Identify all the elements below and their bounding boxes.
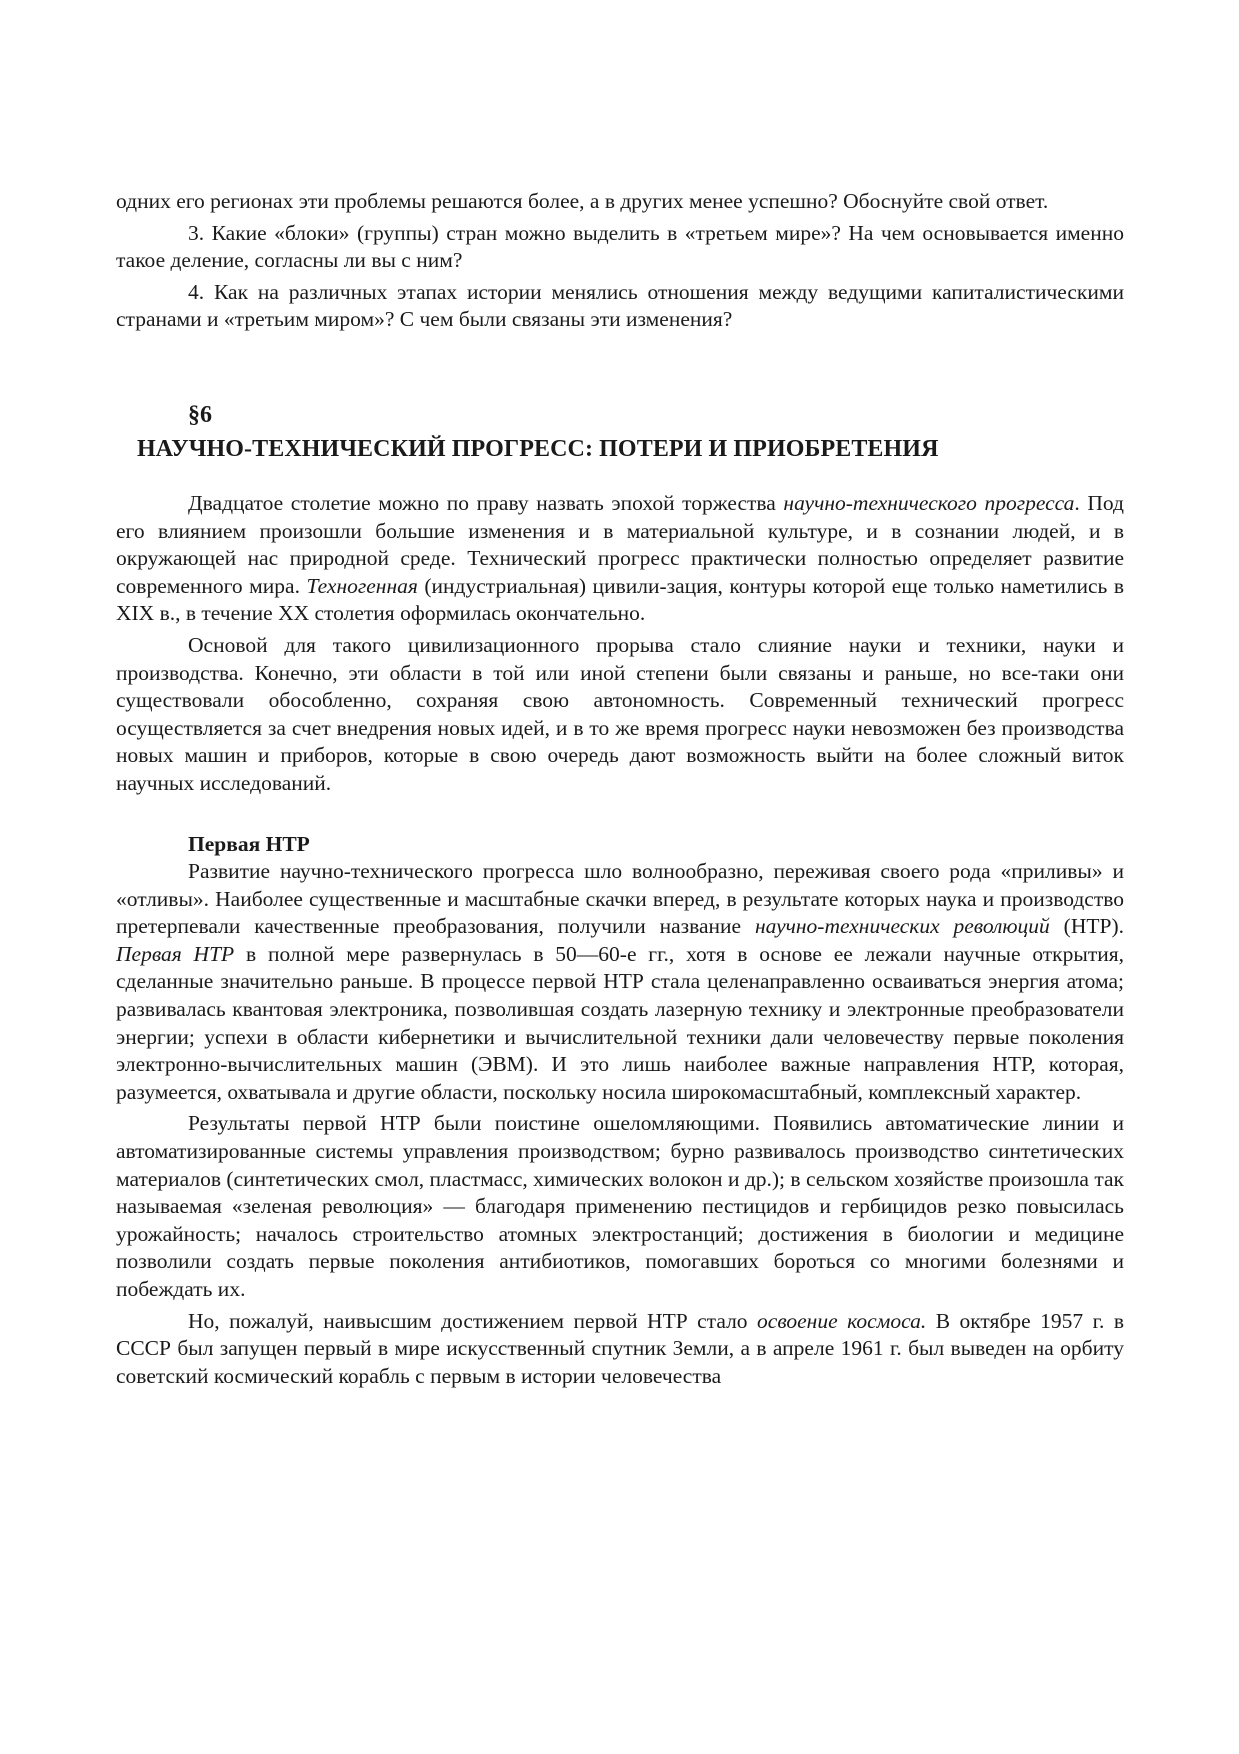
first-ntr-paragraph-3 [116,1308,1124,1391]
question-4: 4. Как на различных этапах истории менялись отношения между ведущими капиталистическими странами и «третьим миром»? С чем были связаны эти изменения? [116,279,1124,332]
italic-term: научно-технических революций [754,914,1050,939]
text-run: Двадцатое столетие можно по праву назвать эпохой торжества [188,490,784,515]
subsection-heading: Первая НТР [188,831,310,856]
italic-term: освоение космоса. [757,1308,927,1333]
text-run: . Под его влиянием произошли большие изменения и в материальной культуре, и в сознании людей, и в окружающей нас природной среде. Технический прогресс практически полностью определяет развитие современного мира. [116,490,1124,598]
first-ntr-paragraph-2: Результаты первой НТР были поистине ошеломляющими. Появились автоматические линии и автоматизированные системы управления производством; бурно развивалось производство синтетических материалов (синтетических смол, пластмасс, химических волокон и др.); в сельском хозяйстве произошла так называемая «зеленая революция» — благодаря применению пестицидов и гербицидов резко повысилась урожайность; началось строительство атомных электростанций; достижения в биологии и медицине позволили создать первые поколения антибиотиков, помогавших бороться со многими болезнями и побеждать их. [116,1111,1124,1301]
intro-paragraph-2: Основой для такого цивилизационного прорыва стало слияние науки и техники, науки и производства. Конечно, эти области в той или иной степени были связаны и раньше, но все-таки они существовали обособленно, сохраняя свою автономность. Современный технический прогресс осуществляется за счет внедрения новых идей, и в то же время прогресс науки невозможен без производства новых машин и приборов, которые в свою очередь дают возможность выйти на более сложный виток научных исследований. [116,632,1124,795]
text-run: В октябре 1957 г. в СССР был запущен первый в мире искусственный спутник Земли, а в апреле 1961 г. был выведен на орбиту советский космический корабль с первым в истории человечества [116,1308,1124,1388]
italic-term: Техногенная [306,573,418,598]
paragraph-continuation: одних его регионах эти проблемы решаются более, а в других менее успешно? Обоснуйте свой ответ. [116,189,1049,213]
question-3: 3. Какие «блоки» (группы) стран можно выделить в «третьем мире»? На чем основывается именно такое деление, согласны ли вы с ним? [116,220,1124,273]
text-run: (индустриальная) цивили-зация, контуры которой еще только наметились в XIX в., в течение XX столетия оформилась окончательно. [116,573,1124,626]
section-title: НАУЧНО-ТЕХНИЧЕСКИЙ ПРОГРЕСС: ПОТЕРИ И ПРИОБРЕТЕНИЯ [137,435,939,462]
text-run: Но, пожалуй, наивысшим достижением первой НТР стало [188,1308,758,1333]
text-run: (НТР). [1049,914,1124,939]
intro-paragraph-1 [116,490,1124,628]
first-ntr-paragraph-1 [116,858,1124,1106]
text-run: Развитие научно-технического прогресса шло волнообразно, переживая своего рода «приливы» и «отливы». Наиболее существенные и масштабные скачки вперед, в результате которых наука и производство претерпевали качественные преобразования, получили название [116,859,1124,939]
section-number: §6 [188,401,212,428]
italic-term: Первая НТР [116,941,235,966]
text-run: в полной мере развернулась в 50—60-е гг., хотя в основе ее лежали научные открытия, сделанные значительно раньше. В процессе первой НТР стала целенаправленно осваиваться энергия атома; развивалась квантовая электроника, позволившая создать лазерную технику и электронные преобразователи энергии; успехи в области кибернетики и вычислительной техники дали человечеству первые поколения электронно-вычислительных машин (ЭВМ). И это лишь наиболее важные направления НТР, которая, разумеется, охватывала и другие области, поскольку носила широкомасштабный, комплексный характер. [116,941,1124,1104]
italic-term: научно-технического прогресса [783,490,1075,515]
document-page [116,188,1124,1390]
